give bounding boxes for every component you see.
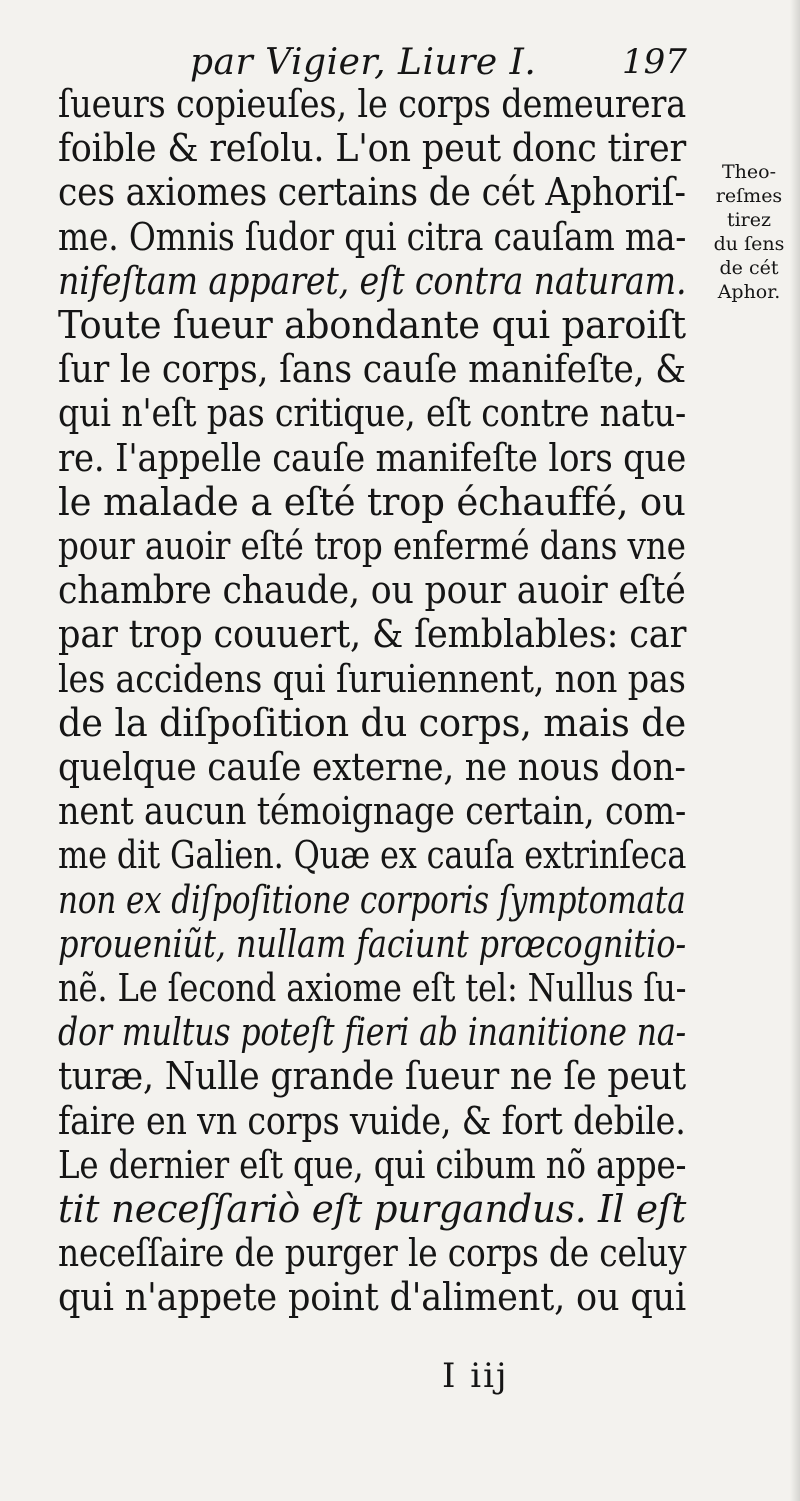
text-line: ſueurs copieuſes, le corps demeurera	[58, 82, 687, 126]
text-line: quelque cauſe externe, ne nous don-	[58, 745, 686, 789]
text-line: de la diſpoſition du corps, mais de	[58, 700, 687, 745]
text-line: me. Omnis ſudor qui citra cauſam ma-	[58, 214, 687, 259]
text-line: non ex diſpoſitione corporis ſymptomata	[58, 877, 686, 922]
margin-note-line: reſmes	[715, 185, 783, 207]
text-line: ſur le corps, ſans cauſe manifeſte, &	[58, 347, 686, 392]
page-edge-shadow	[790, 0, 800, 1501]
text-line: nent aucun témoignage certain, com-	[58, 789, 687, 834]
signature-mark: I iij	[442, 1356, 509, 1396]
text-line: chambre chaude, ou pour auoir eſté	[58, 568, 686, 613]
page-number: 197	[622, 42, 687, 82]
text-line: le malade a eſté trop échauffé, ou	[58, 479, 686, 524]
text-line: foible & reſolu. L'on peut donc tirer	[58, 126, 687, 171]
margin-note-line: tirez	[726, 209, 772, 231]
text-line: turæ, Nulle grande ſueur ne ſe peut	[58, 1054, 686, 1099]
text-line: qui n'eſt pas critique, eſt contre natu-	[58, 391, 687, 436]
text-line: me dit Galien. Quæ ex cauſa extrinſeca	[58, 833, 687, 878]
text-line: dor multus poteſt fieri ab inanitione na-	[58, 1010, 686, 1055]
text-line: faire en vn corps vuide, & fort debile.	[58, 1098, 686, 1143]
margin-note-line: du ſens	[713, 233, 785, 255]
text-line: pour auoir eſté trop enfermé dans vne	[58, 524, 686, 568]
margin-note-line: de cét	[719, 257, 779, 279]
text-line: Le dernier eſt que, qui cibum nõ appe-	[58, 1142, 687, 1187]
margin-note-line: Aphor.	[717, 281, 781, 303]
text-line: tit neceſſariò eſt purgandus. Il eſt	[58, 1187, 687, 1231]
text-line: nẽ. Le ſecond axiome eſt tel: Nullus ſu-	[58, 966, 687, 1010]
text-line: ces axiomes certains de cét Aphoriſ-	[58, 170, 686, 215]
margin-note-line: Theo-	[721, 161, 776, 183]
text-line: proueniũt, nullam faciunt prœcognitio-	[58, 921, 687, 966]
text-line: neceſſaire de purger le corps de celuy	[58, 1231, 687, 1276]
text-line: par trop couuert, & ſemblables: car	[58, 612, 687, 657]
text-line: nifeſtam apparet, eſt contra naturam.	[58, 258, 687, 303]
margin-note	[706, 160, 792, 304]
running-title: par Vigier, Liure I.	[190, 42, 537, 83]
text-line: les accidens qui ſuruiennent, non pas	[58, 656, 686, 701]
text-line: Toute ſueur abondante qui paroiſt	[58, 303, 686, 347]
text-line: qui n'appete point d'aliment, ou qui	[58, 1275, 687, 1320]
text-line: re. I'appelle cauſe manifeſte lors que	[58, 435, 687, 480]
